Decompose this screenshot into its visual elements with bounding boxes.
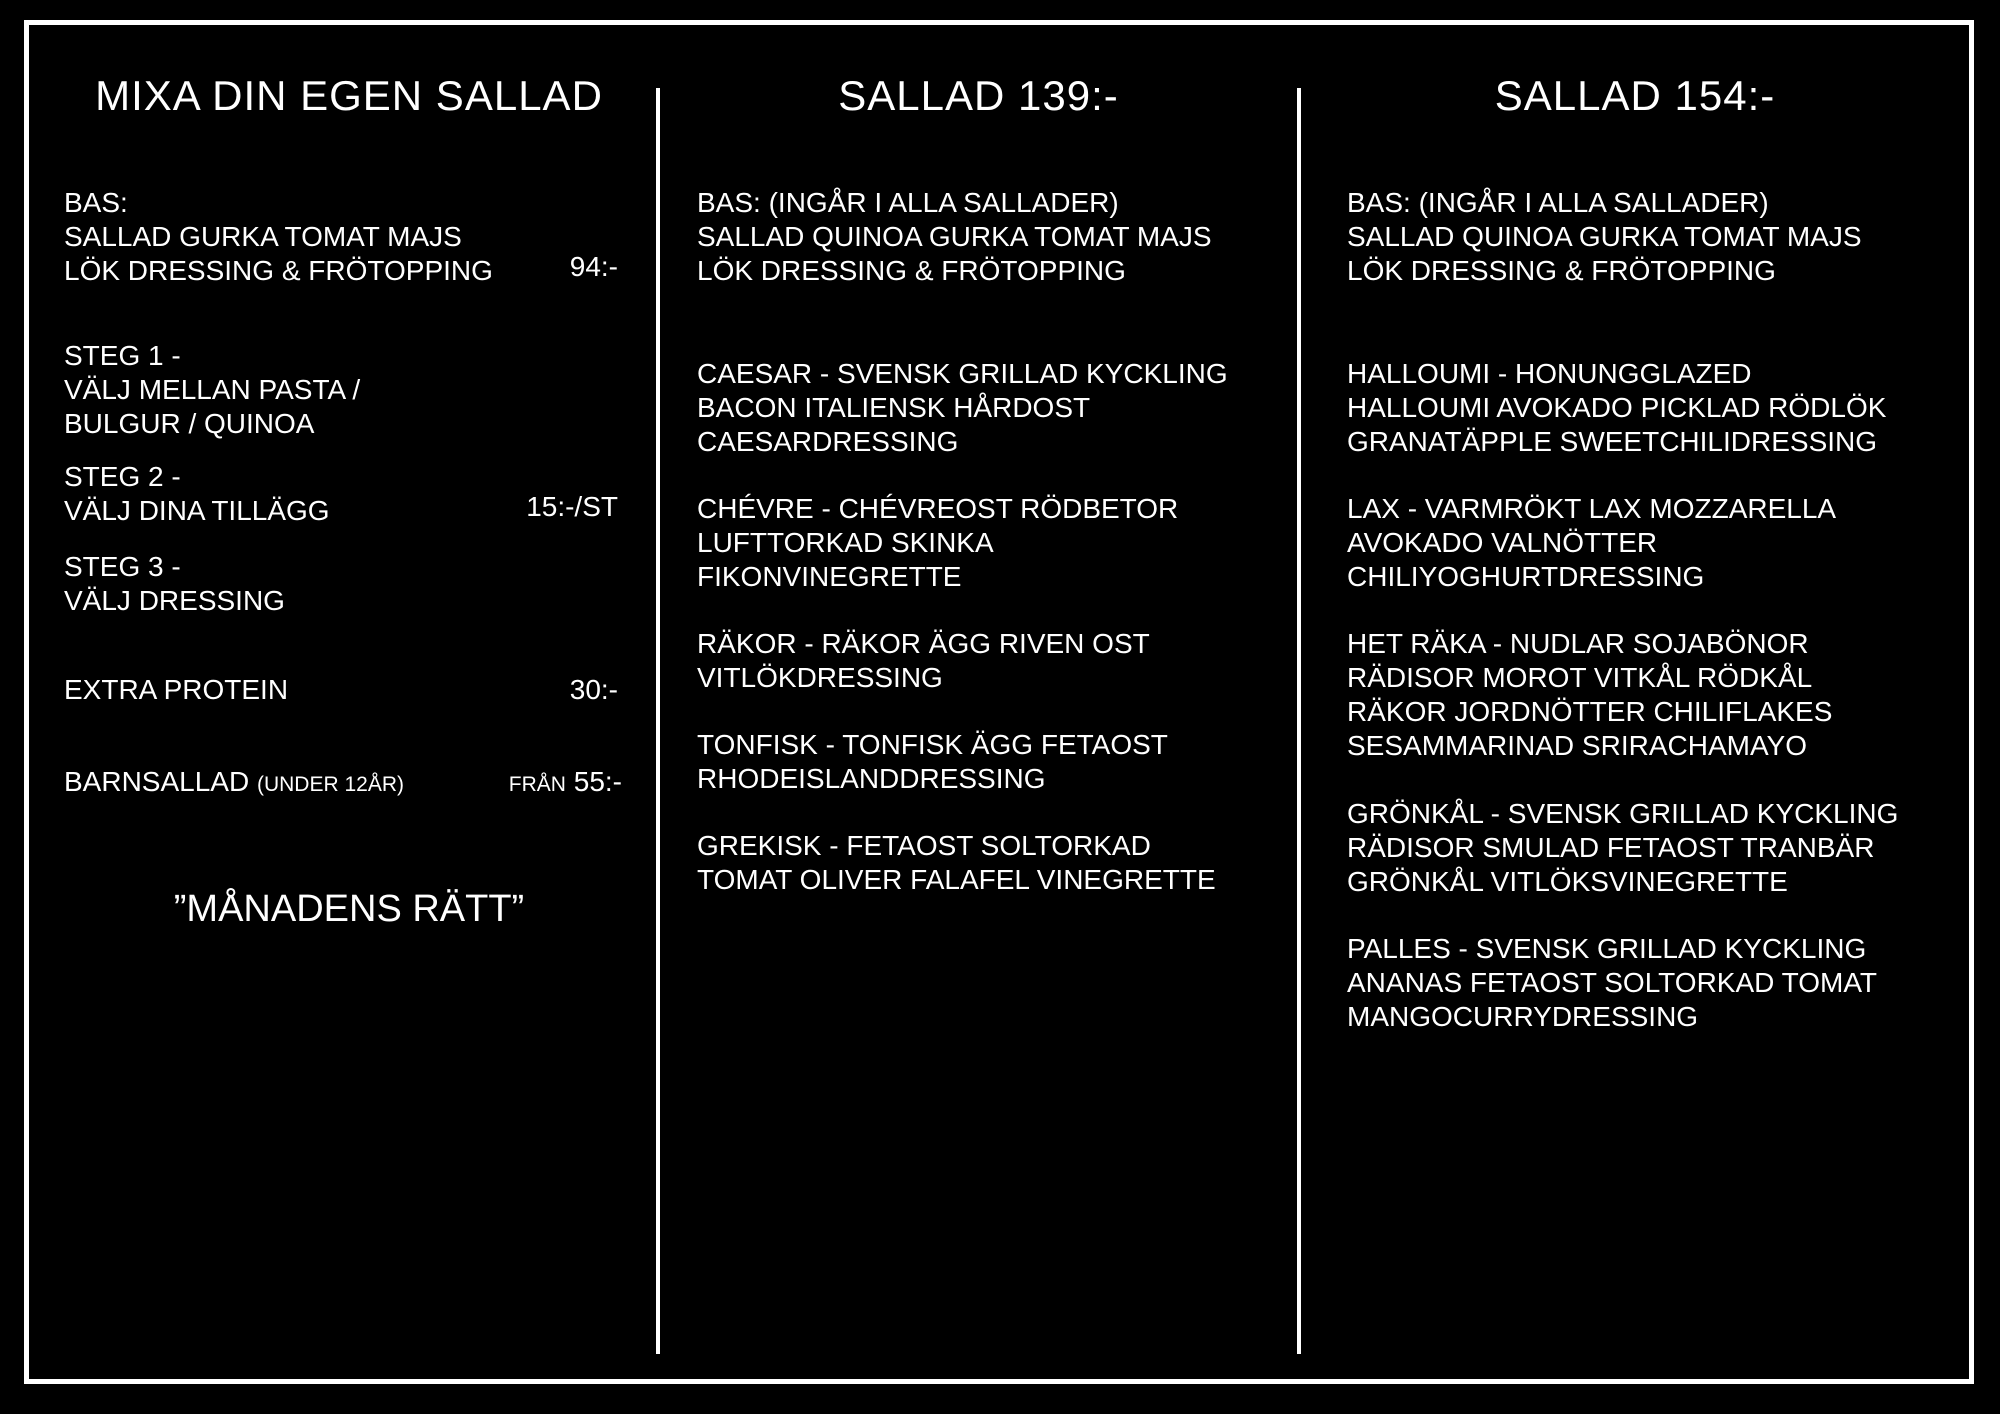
col2-bas-block (697, 186, 1212, 288)
steg1-line: STEG 1 - (64, 340, 181, 371)
col3-bas-block (1347, 186, 1862, 288)
salad-item-line: ANANAS FETAOST SOLTORKAD TOMAT (1347, 967, 1878, 998)
salad-item-line: CHÉVRE - CHÉVREOST RÖDBETOR (697, 493, 1179, 524)
steg3-line: VÄLJ DRESSING (64, 585, 285, 616)
barnsallad-price-row (509, 765, 622, 802)
mix-salad-title: MIXA DIN EGEN SALLAD (95, 72, 603, 119)
sallad-154-title: SALLAD 154:- (1494, 72, 1776, 119)
mix-bas-block (64, 186, 493, 288)
salad-item-line: TOMAT OLIVER FALAFEL VINEGRETTE (697, 864, 1216, 895)
col3-bas-block-line: LÖK DRESSING & FRÖTOPPING (1347, 255, 1776, 286)
salad-item (697, 728, 1168, 796)
salad-item-line: RÄKOR - RÄKOR ÄGG RIVEN OST (697, 628, 1150, 659)
sallad-139-title: SALLAD 139:- (838, 72, 1119, 119)
salad-item (1347, 357, 1886, 459)
salad-item-line: AVOKADO VALNÖTTER (1347, 527, 1658, 558)
col2-bas-block-line: LÖK DRESSING & FRÖTOPPING (697, 255, 1126, 286)
salad-item-line: HALLOUMI - HONUNGGLAZED (1347, 358, 1752, 389)
col2-bas-block-line: BAS: (INGÅR I ALLA SALLADER) (697, 187, 1119, 218)
salad-item-line: RÄDISOR MOROT VITKÅL RÖDKÅL (1347, 662, 1813, 693)
steg2-block (64, 460, 330, 528)
barnsallad-label: BARNSALLAD (64, 766, 250, 797)
barnsallad-price-prefix: FRÅN (508, 773, 566, 796)
steg2-line: STEG 2 - (64, 461, 181, 492)
manadens-ratt: ”MÅNADENS RÄTT” (173, 888, 525, 930)
extra-protein-price: 30:- (569, 674, 618, 705)
salad-item-line: RHODEISLANDDRESSING (697, 763, 1046, 794)
salad-item (697, 829, 1216, 897)
salad-item-line: CHILIYOGHURTDRESSING (1347, 561, 1705, 592)
salad-item-line: TONFISK - TONFISK ÄGG FETAOST (697, 729, 1168, 760)
mix-bas-price: 94:- (569, 251, 618, 282)
salad-item (1347, 797, 1898, 899)
salad-item-line: PALLES - SVENSK GRILLAD KYCKLING (1347, 933, 1867, 964)
steg3-line: STEG 3 - (64, 551, 181, 582)
barnsallad-row (64, 765, 404, 802)
salad-item-line: HET RÄKA - NUDLAR SOJABÖNOR (1347, 628, 1809, 659)
salad-item (697, 357, 1228, 459)
salad-item-line: LAX - VARMRÖKT LAX MOZZARELLA (1347, 493, 1837, 524)
column-divider-left (656, 88, 660, 1354)
salad-item-line: HALLOUMI AVOKADO PICKLAD RÖDLÖK (1347, 392, 1887, 423)
mix-bas-line: BAS: (64, 187, 128, 218)
mix-bas-line: SALLAD GURKA TOMAT MAJS (64, 221, 462, 252)
col3-bas-block-line: BAS: (INGÅR I ALLA SALLADER) (1347, 187, 1769, 218)
column-divider-right (1297, 88, 1301, 1354)
steg3-block (64, 550, 285, 618)
salad-item-line: RÄKOR JORDNÖTTER CHILIFLAKES (1347, 696, 1833, 727)
salad-item (697, 627, 1150, 695)
salad-item (697, 492, 1178, 594)
salad-item-line: FIKONVINEGRETTE (697, 561, 962, 592)
steg2-price: 15:-/ST (526, 491, 618, 522)
salad-item (1347, 627, 1832, 763)
salad-item (1347, 492, 1836, 594)
steg1-line: VÄLJ MELLAN PASTA / (64, 374, 361, 405)
salad-item-line: CAESAR - SVENSK GRILLAD KYCKLING (697, 358, 1228, 389)
salad-item-line: SESAMMARINAD SRIRACHAMAYO (1347, 730, 1807, 761)
salad-item-line: VITLÖKDRESSING (697, 662, 943, 693)
salad-item-line: CAESARDRESSING (697, 426, 959, 457)
salad-item-line: RÄDISOR SMULAD FETAOST TRANBÄR (1347, 832, 1875, 863)
salad-item-line: GRÖNKÅL VITLÖKSVINEGRETTE (1347, 866, 1788, 897)
col2-bas-block-line: SALLAD QUINOA GURKA TOMAT MAJS (697, 221, 1212, 252)
steg1-block (64, 339, 360, 441)
barnsallad-price: 55:- (573, 766, 622, 797)
barnsallad-note: (UNDER 12ÅR) (256, 773, 404, 796)
salad-item-line: BACON ITALIENSK HÅRDOST (697, 392, 1091, 423)
mix-bas-line: LÖK DRESSING & FRÖTOPPING (64, 255, 493, 286)
steg2-line: VÄLJ DINA TILLÄGG (64, 495, 330, 526)
salad-item-line: GREKISK - FETAOST SOLTORKAD (697, 830, 1151, 861)
extra-protein-label: EXTRA PROTEIN (64, 674, 289, 705)
salad-item-line: GRANATÄPPLE SWEETCHILIDRESSING (1347, 426, 1878, 457)
salad-item-line: MANGOCURRYDRESSING (1347, 1001, 1699, 1032)
salad-item-line: GRÖNKÅL - SVENSK GRILLAD KYCKLING (1347, 798, 1899, 829)
col3-bas-block-line: SALLAD QUINOA GURKA TOMAT MAJS (1347, 221, 1862, 252)
salad-item-line: LUFTTORKAD SKINKA (697, 527, 994, 558)
steg1-line: BULGUR / QUINOA (64, 408, 315, 439)
salad-item (1347, 932, 1877, 1034)
